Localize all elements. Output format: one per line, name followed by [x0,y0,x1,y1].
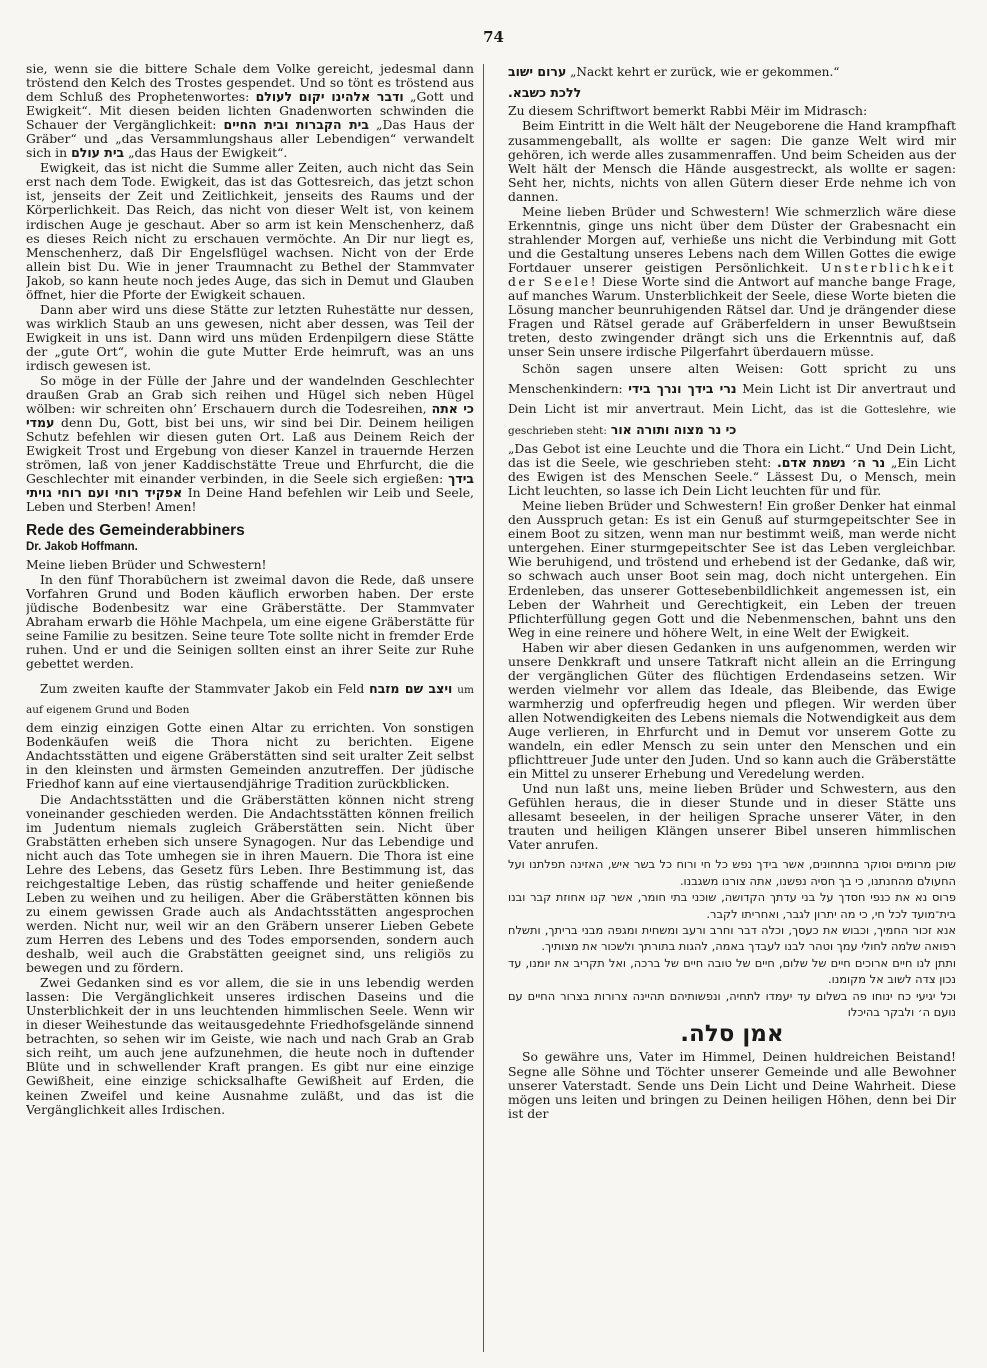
hebrew-quote: נר ה׳ נשמת אדם. [776,455,886,471]
prayer-verse: שוכן מרומים וסוקר בחתחונים, אשר בידך נפש כל חי ורוח כל בשר איש, האזינה תפלתנו ועל החעולם מהחנתנו, כי בך חסיה נפשנו, אתה צורנו משגבנו. [508,857,956,888]
text: „Nackt kehrt er zurück, wie er gekommen.“ [570,65,840,79]
paragraph [508,205,956,360]
paragraph: Die Andachtsstätten und die Gräberstätten können nicht streng voneinander geschieden werden. Die Andachtsstätten können freilich im Judentum niemals zugleich Gräberstätten sein. Nicht über Grabstätten erheben sich unsere Synagogen. Nur das Lebendige und nicht auch das Tote umhegen sie in ihren Mauern. Die Thora ist eine Lehre des Lebens, das Gesetz fürs Leben. Ihre Bestimmung ist, das reichgestaltige Leben, das rüstig schaffende und heiter genießende Leben zu weihen und zu heiligen. Aber die Gräberstätten können bis zu einem gewissen Grade auch als Andachtsstätten angesprochen werden. Nicht nur, weil wir an den Gräbern unserer Lieben Gebete zum Herren des Lebens und des Todes emporsenden, sondern auch deshalb, weil auch die Grabstätten geeignet sind, uns religiös zu bewegen und zu fördern. [26,791,474,976]
salutation: Meine lieben Brüder und Schwestern! [26,556,267,572]
paragraph: Zwei Gedanken sind es vor allem, die sie in uns lebendig werden lassen: Die Vergänglichkeit unseres irdischen Daseins und die Unsterblichkeit der in uns leuchtenden himmlischen Seele. Wenn wir in dieser Weihestunde das weitausgedehnte Friedhofsgelände sinnend betrachten, so sehen wir im Geiste, wie nach und nach Grab an Grab sich reiht, um auch jene aufzunehmen, die heute noch in duftender Blüte und in schwellender Kraft prangen. Es gibt nur eine einzige Gewißheit, eine einzige schicksalhafte Gewißheit auf Erden, die keinen Zweifel und keine Ausnahme zuläßt, und das ist die Vergänglichkeit alles Irdischen. [26,975,474,1117]
paragraph: So gewähre uns, Vater im Himmel, Deinen huldreichen Beistand! Segne alle Söhne und Töchter unserer Gemeinde und alle Bewohner unserer Vaterstadt. Sende uns Dein Licht und Deine Wahrheit. Diese mögen uns leiten und bringen zu Deinen heiligen Höhen, denn bei Dir ist der [508,1049,956,1121]
hebrew-quote: נרי בידך ונרך בידי [628,381,737,397]
left-column [26,62,474,1358]
hebrew-prayer [508,856,956,1020]
hebrew-quote: ערום ישוב [508,64,567,79]
hebrew-quote: בית עולם [71,145,125,161]
paragraph: Haben wir aber diesen Gedanken in uns aufgenommen, werden wir unsere Denkkraft und unsere Tatkraft nicht allein an die Erringung der vergänglichen Güter des flüchtigen Erdendaseins setzen. Wir werden vielmehr vor allem das Ideale, das Bleibende, das Ewige warmherzig und opferfreudig hegen und pflegen. Wir werden über allen Notwendigkeiten des Lebens niemals die Notwendigkeit aus dem Auge verlieren, in Ehrfurcht und in Demut vor unserem Gotte zu wandeln, ein edler Mensch zu sein unter den Menschen und ein pflichttreuer Jude unter den Juden. Und so kann auch die Gräberstätte ein Mittel zu unserer Erhebung und Veredelung werden. [508,639,956,782]
prayer-verse: אנא זכור החמיך, וכבוש את כעסך, וכלה דבר וחרב ורעב ומשחית ומגפה מבני בריתך, ותשלח רפואה שלמה לחולי עמך וטהר לבנו לעבדך באמה, להגות בתורתך ולשכור את מצותיך. [508,923,956,954]
right-column [508,62,956,1358]
paragraph [508,360,956,441]
text: „Das Haus der Gräber“ und „das Versammlungshaus aller Lebendigen“ verwandelt sich in [26,117,474,161]
section-heading: Rede des Gemeinderabbiners [26,521,245,539]
paragraph: Beim Eintritt in die Welt hält der Neugeborene die Hand krampfhaft zusammengeballt, als wollte er sagen: Die ganze Welt wird mir gehören, ich werde alles zusammenraffen. Und beim Scheiden aus der Welt hält der Mensch die Hände ausgestreckt, als wollte er sagen: Seht her, nichts, nichts von allen Gütern dieser Erde nehme ich von dannen. [508,118,956,204]
paragraph: dem einzig einzigen Gotte einen Altar zu errichten. Von sonstigen Bodenkäufen weiß die Thora nicht zu berichten. Eigene Andachtsstätten und eigene Gräberstätten sind seit uralter Zeit selbst in den kleinsten und ärmsten Gemeinden anzutreffen. Der jüdische Friedhof kann auf eine viertausendjährige Tradition zurückblicken. [26,720,474,792]
text: „Das Gebot ist eine Leuchte und die Thora ein Licht.“ Und Dein Licht, das ist die Seele, wie geschrieben steht: [508,441,956,471]
paragraph [26,62,474,160]
text: Zum zweiten kaufte der Stammvater Jakob ein Feld [40,681,365,696]
hebrew-quote: בידך אפקיד רוחי ועם רוחי גויתי [26,471,474,501]
paragraph: Dann aber wird uns diese Stätte zur letzten Ruhestätte nur dessen, was wirklich Staub an uns gewesen, nicht aber dessen, was Teil der Ewigkeit in uns ist. Dann wird uns müden Erdenpilgern diese Stätte der „gute Ort“, wohin die gute Mutter Erde heimruft, was an uns irdisch gewesen ist. [26,301,474,373]
gloss: das ist die Gotteslehre, wie geschrieben steht: [508,403,956,437]
text: In Deine Hand befehlen wir Leib und Seele, Leben und Sterben! Amen! [26,485,474,515]
hebrew-quote: ודבר אלהינו יקום לעולם [255,89,404,105]
page-number: 74 [483,28,504,46]
hebrew-quote: בית הקברות ובית החיים [223,117,369,133]
prayer-verse: ותתן לנו חיים ארוכים חיים של שלום, חיים של טובה חיים של ברכה, ואל תקריב את יומנו, עד נכון צדה לשוב אל מקומנו. [508,955,956,987]
text: „das Haus der Ewigkeit“. [128,145,288,161]
paragraph: Zu diesem Schriftwort bemerkt Rabbi Mëir im Midrasch: [508,103,868,119]
paragraph [508,442,956,498]
paragraph: Und nun laßt uns, meine lieben Brüder und Schwestern, aus den Gefühlen heraus, die in dieser Stunde und in dieser Stätte uns allesamt beseelen, in der heiligen Sprache unserer Väter, in den trauten und heiligen Klängen unserer Bibel unseren himmlischen Vater anrufen. [508,781,956,853]
paragraph: Ewigkeit, das ist nicht die Summe aller Zeiten, auch nicht das Sein erst nach dem Tode. Ewigkeit, das ist das Gottesreich, das jetzt schon ist, jenseits der Zeit und Zeitlichkeit, jenseits des Raums und der Körperlichkeit. Das Reich, das nicht von dieser Welt ist, von keinem irdischen Auge je geschaut. Aber so arm ist kein Menschenherz, daß es dieses Reich nicht zu erschauen vermöchte. An Dir nur liegt es, Menschenherz, daß Dir Engelsflügel wachsen. Nicht von der Erde allein bist Du. Wie in jener Traumnacht zu Bethel der Stammvater Jakob, so kann heute noch jedes Auge, das sich in Demut und Glauben öffnet, hier die Pforte der Ewigkeit schauen. [26,160,474,302]
hebrew-quote: ויצב שם מזבח [369,680,453,696]
paragraph: In den fünf Thorabüchern ist zweimal davon die Rede, daß unsere Vorfahren Grund und Boden käuflich erworben haben. Der erste jüdische Bodenbesitz war eine Gräberstätte. Der Stammvater Abraham erwarb die Höhle Machpela, um eine eigene Gräberstätte für seine Familie zu besitzen. Seine teure Tote sollte nicht in fremder Erde ruhen. Und er und die Seinigen sollten einst an ihrer Seite zur Ruhe gebettet werden. [26,571,474,671]
paragraph [26,374,474,514]
hebrew-line [508,83,956,103]
text: „Ein Licht des Ewigen ist des Menschen Seele.“ Lässest Du, o Mensch, mein Licht leuchten, so lasse ich Dein Licht leuchten für und für. [508,455,956,499]
gloss: um auf eigenem Grund und Boden [26,683,474,717]
prayer-verse: וכל יגיעי כח ינוחו פה בשלום עד יעמדו לתחיה, ונפשותיהם תהיינה צרורות בצרור החיים עם נועם ה׳ ולבקר בהיכלו [508,988,956,1020]
amen-sela: אמן סלה. [680,1021,784,1048]
text: denn Du, Gott, bist bei uns, wir sind bei Dir. Deinem heiligen Schutz befehlen wir diesen guten Ort. Laß aus Deinem Reich der Ewigkeit Trost und Ergebung von dieser Kanzel in trauernde Herzen strömen, laß von jener Kaddischstätte Treue und Ehrfurcht, die die Geschlechter mit einander verbinden, in die Seele sich ergießen: [26,415,474,487]
prayer-verse: פרוס נא את כנפי חסדך על בני עדתך הקדושה, שוכני בתי חומר, אשר קנו אחוזת קבר ובנו בית־מועד לכל חי, כי מה יתרון לגבר, ואחריתו לקבר. [508,890,956,921]
paragraph [26,679,474,720]
text: sie, wenn sie die bittere Schale dem Volke gereicht, jedesmal dann tröstend den Kelch des Trostes gespendet. Und so tönt es tröstend aus dem Schluß des Prophetenwortes: [26,62,474,105]
text: Schön sagen unsere alten Weisen: Gott spricht zu uns Menschenkindern: [508,362,956,397]
hebrew-quote: כי אתה עמדי [26,401,474,431]
text: „Gott und Ewigkeit“. Mit diesen beiden lichten Gnadenworten schwinden die Schauer der Vergänglichkeit: [26,89,474,133]
section-author: Dr. Jakob Hoffmann. [26,540,138,553]
hebrew-quote: ללכת כשבא. [508,85,582,101]
hebrew-quote: כי נר מצוה ותורה אור [610,421,737,437]
paragraph [508,62,956,82]
column-divider [483,64,484,1352]
text: Diese Worte sind die Antwort auf manche bange Frage, auf manches Warum. Unsterblichkeit der Seele, diese Worte bieten die Lösung mancher beunruhigenden Rätsel dar. Und je drängender diese Fragen und Rätsel gerade auf Gräberfeldern in unser Bewußtsein treten, desto zwingender drängt sich uns die Erkenntnis auf, daß unser Sein unsere irdische Pilgerfahrt überdauern müsse. [508,273,956,360]
text: Meine lieben Brüder und Schwestern! Wie schmerzlich wäre diese Erkenntnis, ginge uns nicht über dem Düster der Grabesnacht ein strahlender Morgen auf, verhieße uns nicht die Verbindung mit Gott und die Gestaltung unseres Lebens nach dem Willen Gottes die ewige Fortdauer unserer geistigen Persönlichkeit. [508,203,956,275]
text: So möge in der Fülle der Jahre und der wandelnden Geschlechter draußen Grab an Grab sich reihen und Hügel sich neben Hügel wölben: wir schreiten ohn’ Erschauern durch die Todesreihen, [26,373,474,417]
emphasis-spaced: Unsterblichkeit der Seele! [508,259,956,289]
text: Mein Licht ist Dir anvertraut und Dein Licht ist mir anvertraut. Mein Licht, [508,382,956,416]
paragraph: Meine lieben Brüder und Schwestern! Ein großer Denker hat einmal den Ausspruch getan: Es ist ein Genuß auf sturmgepeitschter See in einem Boot zu sitzen, wenn man nur bestimmt weiß, man werde nicht untergehen. Einer sturmgepeitschter See ist das Leben vergleichbar. Wie beruhigend, und tröstend und erhebend ist der Gedanke, daß wir, so schwach auch unser Boot sein mag, doch nicht untergehen. Ein Erdenleben, das unserer Gottesebenbildlichkeit angemessen ist, ein Leben der Wahrheit und Gerechtigkeit, ein Leben der treuen Pflichterfüllung gegen Gott und die Nebenmenschen, bahnt uns den Weg in eine reinere und höhere Welt, in eine Welt der Ewigkeit. [508,498,956,640]
